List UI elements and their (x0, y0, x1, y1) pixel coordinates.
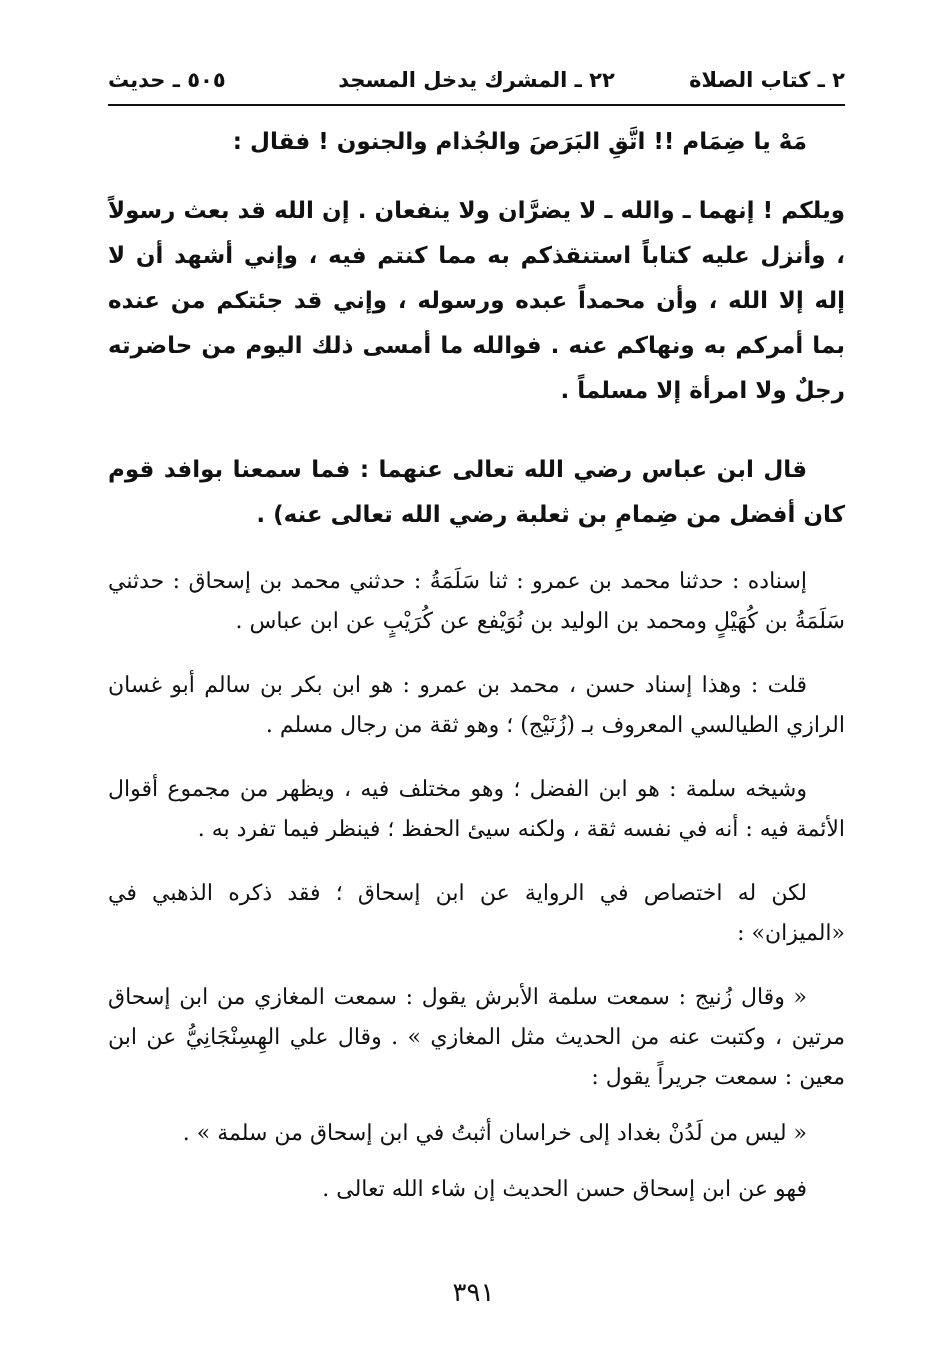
chapter-title: ٢٢ ـ المشرك يدخل المسجد (338, 68, 615, 92)
header-divider (108, 104, 845, 106)
running-header (108, 68, 845, 102)
mizan-quote-paragraph: « وقال زُنيج : سمعت سلمة الأبرش يقول : سمعت المغازي من ابن إسحاق مرتين ، وكتبت عنه من الحديث مثل المغازي » . وقال علي الهِسِنْجَانِيُّ عن ابن معين : سمعت جريراً يقول : (108, 985, 845, 1090)
mizan-intro-paragraph: لكن له اختصاص في الرواية عن ابن إسحاق ؛ فقد ذكره الذهبي في «الميزان» : (108, 881, 845, 946)
hadith-text-opening: مَهْ يا ضِمَام !! اتَّقِ البَرَصَ والجُذام والجنون ! فقال : (232, 129, 807, 155)
grading-paragraph: قلت : وهذا إسناد حسن ، محمد بن عمرو : هو ابن بكر بن سالم أبو غسان الرازي الطيالسي المعروف بـ (زُنَيْج) ؛ وهو ثقة من رجال مسلم . (108, 673, 845, 738)
narrator-paragraph: وشيخه سلمة : هو ابن الفضل ؛ وهو مختلف فيه ، ويظهر من مجموع أقوال الأئمة فيه : أنه في نفسه ثقة ، ولكنه سيئ الحفظ ؛ فينظر فيما تفرد به . (108, 777, 845, 842)
hadith-text-speech: ويلكم ! إنهما ـ والله ـ لا يضرَّان ولا ينفعان . إن الله قد بعث رسولاً ، وأنزل عليه كتاباً استنقذكم به مما كنتم فيه ، وإني أشهد أن لا إله إلا الله ، وأن محمداً عبده ورسوله ، وإني قد جئتكم من عنده بما أمركم به ونهاكم عنه . فوالله ما أمسى ذلك اليوم من حاضرته رجلٌ ولا امرأة إلا مسلماً . (108, 198, 845, 404)
isnad-paragraph: إسناده : حدثنا محمد بن عمرو : ثنا سَلَمَةُ : حدثني محمد بن إسحاق : حدثني سَلَمَةُ بن كُهَيْلٍ ومحمد بن الوليد بن نُوَيْفع عن كُرَيْبٍ عن ابن عباس . (108, 569, 845, 634)
hadith-number: ٥٠٥ ـ حديث (108, 68, 226, 92)
conclusion-paragraph: فهو عن ابن إسحاق حسن الحديث إن شاء الله تعالى . (322, 1177, 807, 1202)
book-section-label: ٢ ـ كتاب الصلاة (689, 68, 845, 92)
page-number: ٣٩١ (452, 1278, 495, 1308)
hadith-text-closing: قال ابن عباس رضي الله تعالى عنهما : فما سمعنا بوافد قوم كان أفضل من ضِمامِ بن ثعلبة رضي الله تعالى عنه) . (108, 457, 845, 528)
jarir-quote: « ليس من لَدُنْ بغداد إلى خراسان أثبتُ في ابن إسحاق من سلمة » . (182, 1121, 807, 1146)
page-body (108, 120, 845, 1230)
